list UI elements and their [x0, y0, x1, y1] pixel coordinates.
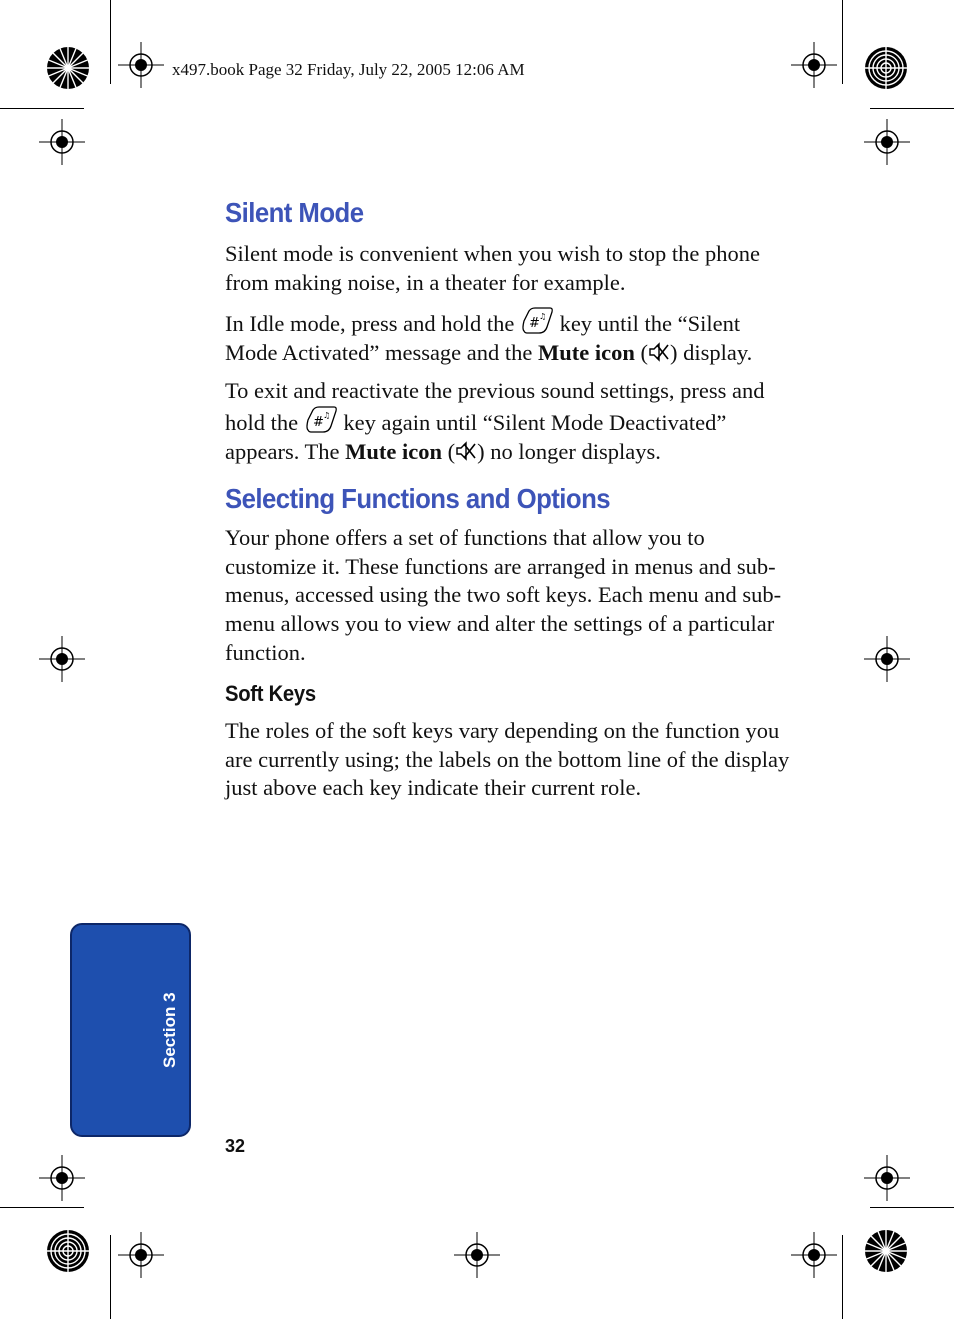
text-span: In Idle mode, press and hold the — [225, 311, 515, 337]
crop-line — [0, 108, 84, 109]
paragraph — [225, 377, 797, 466]
text-span: key again until “Silent Mode Deactivated” appears. The — [225, 409, 727, 464]
page-header: x497.book Page 32 Friday, July 22, 2005 12:06 AM — [172, 60, 525, 79]
crop-line — [110, 1235, 111, 1319]
registration-mark-icon — [864, 636, 910, 682]
mute-icon — [648, 341, 670, 363]
registration-mark-icon — [864, 119, 910, 165]
svg-text:♫: ♫ — [322, 410, 330, 420]
section-title-selecting-functions: Selecting Functions and Options — [225, 483, 611, 515]
text-span: key until the “Silent Mode Activated” message and the — [225, 311, 741, 365]
text-span: ( — [447, 438, 456, 464]
text-span: ( — [640, 339, 649, 365]
subsection-title-soft-keys: Soft Keys — [225, 681, 316, 707]
registration-mark-icon — [454, 1232, 500, 1278]
registration-mark-icon — [864, 1155, 910, 1201]
svg-text:♫: ♫ — [538, 312, 547, 322]
crop-line — [0, 1207, 84, 1208]
star-target-icon — [46, 1229, 90, 1273]
star-target-icon — [46, 46, 90, 90]
paragraph — [225, 307, 797, 367]
section-title-silent-mode: Silent Mode — [225, 197, 364, 228]
svg-text:#: # — [528, 316, 540, 332]
crop-line — [870, 1207, 954, 1208]
svg-text:#: # — [312, 414, 324, 430]
crop-line — [110, 0, 111, 84]
section-tab-label: Section 3 — [160, 992, 179, 1068]
registration-mark-icon — [118, 42, 164, 88]
page-number: 32 — [225, 1136, 246, 1156]
registration-mark-icon — [791, 1232, 837, 1278]
text-span: ) display. — [670, 339, 753, 365]
pound-key-icon — [304, 406, 338, 434]
star-target-icon — [864, 1229, 908, 1273]
crop-line — [842, 0, 843, 84]
registration-mark-icon — [39, 636, 85, 682]
pound-key-icon — [520, 307, 554, 335]
registration-mark-icon — [791, 42, 837, 88]
text-span: ) no longer displays. — [477, 438, 661, 464]
crop-line — [842, 1235, 843, 1319]
page-content — [225, 194, 797, 803]
paragraph: Your phone offers a set of functions that allow you to customize it. These functions are arranged in menus and sub-menus, accessed using the two soft keys. Each menu and sub-menu allows you to view and alter the settings of a particular function. — [225, 525, 782, 665]
text-span: To exit and reactivate the previous sound settings, press and hold the — [225, 378, 765, 435]
crop-line — [870, 108, 954, 109]
mute-icon-label: Mute icon — [345, 438, 443, 464]
paragraph: The roles of the soft keys vary depending on the function you are currently using; the labels on the bottom line of the display just above each key indicate their current role. — [225, 718, 790, 801]
registration-mark-icon — [39, 1155, 85, 1201]
registration-mark-icon — [39, 119, 85, 165]
paragraph: Silent mode is convenient when you wish to stop the phone from making noise, in a theater for example. — [225, 241, 760, 295]
mute-icon-label: Mute icon — [538, 339, 635, 365]
registration-mark-icon — [118, 1232, 164, 1278]
mute-icon — [455, 440, 477, 462]
star-target-icon — [864, 46, 908, 90]
